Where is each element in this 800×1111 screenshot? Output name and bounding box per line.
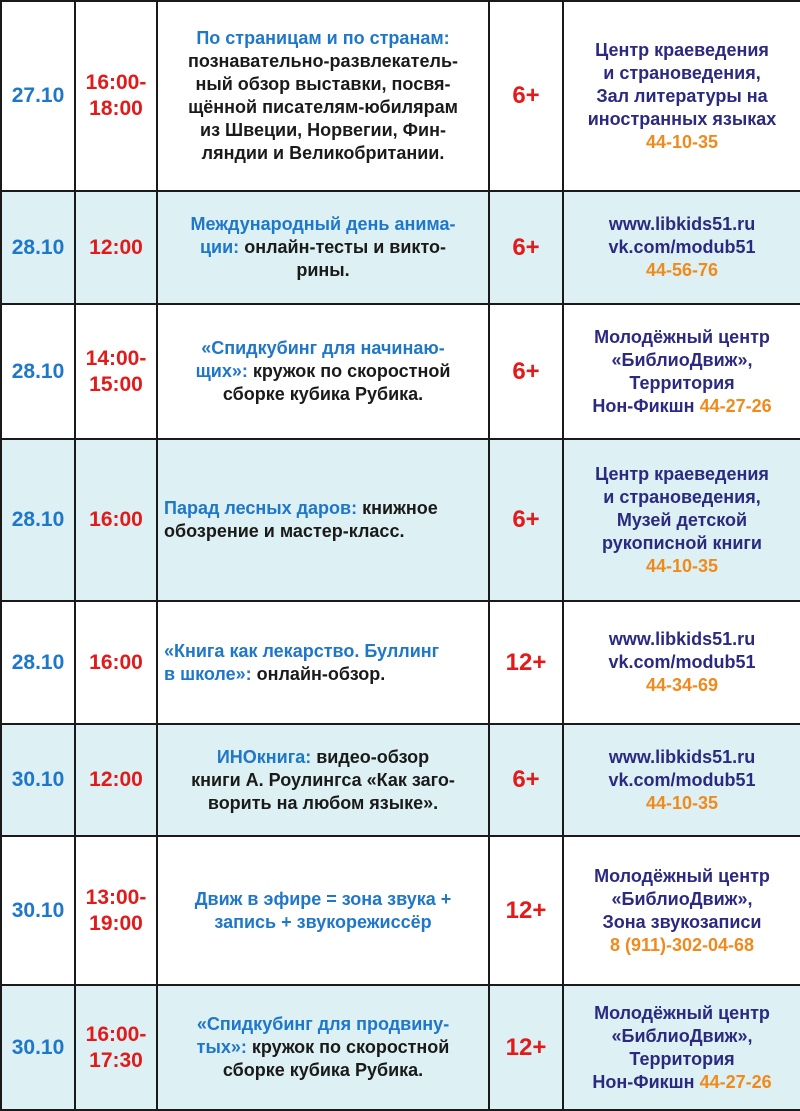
event-date: 28.10 [1, 439, 75, 601]
event-description: «Спидкубинг для продвину- тых»: кружок по скоростной сборке кубика Рубика. [157, 985, 489, 1110]
event-description: По страницам и по странам: познавательно-развлекатель- ный обзор выставки, посвя- щённой писателям-юбилярам из Швеции, Норвегии, Фин- ляндии и Великобритании. [157, 1, 489, 191]
table-row [1, 724, 800, 836]
age-rating: 12+ [489, 601, 563, 724]
event-time: 16:00 [75, 439, 157, 601]
event-location: Молодёжный центр «БиблиоДвиж», Зона звукозаписи 8 (911)-302-04-68 [563, 836, 800, 985]
age-rating: 12+ [489, 836, 563, 985]
phone-number: 44-10-35 [645, 131, 719, 152]
website-link[interactable]: www.libkids51.ru [608, 629, 756, 649]
event-title: Парад лесных даров: [164, 498, 358, 518]
event-description: Движ в эфире = зона звука + запись + звукорежиссёр [157, 836, 489, 985]
event-location [563, 724, 800, 836]
event-location [563, 191, 800, 304]
age-rating: 6+ [489, 1, 563, 191]
phone-number: 44-27-26 [699, 395, 772, 416]
event-date: 28.10 [1, 191, 75, 304]
event-date: 28.10 [1, 304, 75, 439]
age-rating: 6+ [489, 439, 563, 601]
event-title: «Книга как лекарство. Буллинг [164, 640, 440, 661]
event-location: Центр краеведения и страноведения, Музей детской рукописной книги 44-10-35 [563, 439, 800, 601]
event-title: «Спидкубинг для продвину- [196, 1014, 450, 1034]
phone-number: 44-27-26 [699, 1071, 772, 1092]
event-description: Международный день анима- ции: онлайн-тесты и викто- рины. [157, 191, 489, 304]
phone-number: 44-34-69 [645, 675, 719, 695]
event-location: Молодёжный центр «БиблиоДвиж», Территория Нон-Фикшн 44-27-26 [563, 304, 800, 439]
event-title: Международный день анима- [190, 214, 456, 234]
age-rating: 6+ [489, 724, 563, 836]
table-row [1, 601, 800, 724]
event-time: 14:00- 15:00 [75, 304, 157, 439]
event-time: 16:00 [75, 601, 157, 724]
age-rating: 6+ [489, 191, 563, 304]
table-row [1, 836, 800, 985]
table-row [1, 1, 800, 191]
vk-link[interactable]: vk.com/modub51 [608, 769, 756, 790]
age-rating: 12+ [489, 985, 563, 1110]
age-rating: 6+ [489, 304, 563, 439]
table-row [1, 304, 800, 439]
event-description: ИНОкнига: видео-обзор книги А. Роулингса «Как заго- ворить на любом языке». [157, 724, 489, 836]
event-time: 13:00- 19:00 [75, 836, 157, 985]
event-time: 16:00- 18:00 [75, 1, 157, 191]
event-description: «Книга как лекарство. Буллинг в школе»: онлайн-обзор. [157, 601, 489, 724]
table-row [1, 985, 800, 1110]
phone-number: 8 (911)-302-04-68 [609, 934, 755, 955]
event-location: Центр краеведения и страноведения, Зал литературы на иностранных языках 44-10-35 [563, 1, 800, 191]
event-description: «Спидкубинг для начинаю- щих»: кружок по скоростной сборке кубика Рубика. [157, 304, 489, 439]
website-link[interactable]: www.libkids51.ru [608, 214, 756, 234]
event-title: Движ в эфире = зона звука + [194, 888, 452, 909]
event-title: По страницам и по странам: [196, 28, 450, 48]
event-date: 30.10 [1, 724, 75, 836]
table-row [1, 191, 800, 304]
event-date: 30.10 [1, 985, 75, 1110]
event-time: 12:00 [75, 191, 157, 304]
website-link[interactable]: www.libkids51.ru [608, 746, 756, 767]
event-date: 28.10 [1, 601, 75, 724]
event-title: ИНОкнига: [216, 746, 312, 767]
phone-number: 44-10-35 [645, 792, 719, 813]
event-date: 27.10 [1, 1, 75, 191]
event-time: 12:00 [75, 724, 157, 836]
vk-link[interactable]: vk.com/modub51 [608, 652, 756, 672]
table-row [1, 439, 800, 601]
event-location: Молодёжный центр «БиблиоДвиж», Территория Нон-Фикшн 44-27-26 [563, 985, 800, 1110]
event-date: 30.10 [1, 836, 75, 985]
phone-number: 44-56-76 [645, 260, 719, 280]
event-description: Парад лесных даров: книжное обозрение и мастер-класс. [157, 439, 489, 601]
event-time: 16:00- 17:30 [75, 985, 157, 1110]
vk-link[interactable]: vk.com/modub51 [608, 237, 756, 257]
event-title: «Спидкубинг для начинаю- [201, 338, 445, 358]
phone-number: 44-10-35 [645, 555, 719, 576]
event-location [563, 601, 800, 724]
